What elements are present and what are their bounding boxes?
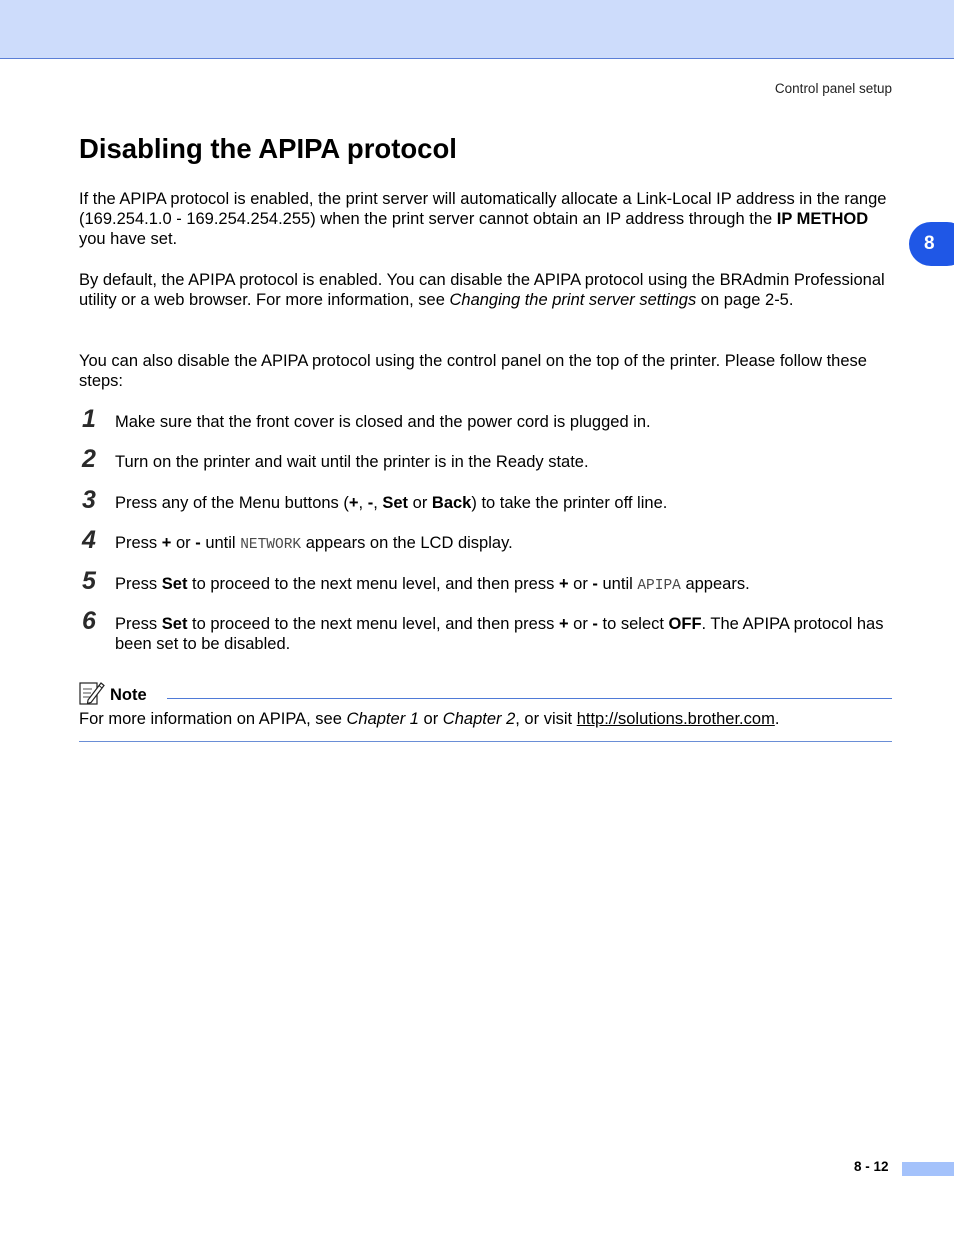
step-4: [79, 526, 894, 555]
step-text: Press any of the Menu buttons (+, -, Set or Back) to take the printer off line.: [115, 494, 668, 512]
step-number: 2: [82, 445, 96, 473]
note-header: [79, 679, 892, 709]
step-number: 6: [82, 607, 96, 635]
running-header: Control panel setup: [774, 81, 892, 96]
step-6: [79, 607, 894, 654]
header-band: [0, 0, 954, 59]
step-number: 1: [82, 405, 96, 433]
step-text: Turn on the printer and wait until the printer is in the Ready state.: [115, 453, 589, 471]
paragraph-apipa-intro: If the APIPA protocol is enabled, the print server will automatically allocate a Link-Local IP address in the range (169.254.1.0 - 169.254.254.255) when the print server cannot obtain an IP address through the IP METHOD you have set.: [79, 190, 887, 249]
lcd-text: APIPA: [637, 578, 681, 594]
step-text: Press Set to proceed to the next menu level, and then press + or - until APIPA appears.: [115, 575, 750, 594]
solutions-link[interactable]: http://solutions.brother.com: [576, 710, 775, 728]
paragraph-default-state: By default, the APIPA protocol is enabled. You can disable the APIPA protocol using the BRAdmin Professional utility or a web browser. For more information, see Changing the print server settings on page 2-5.: [79, 271, 885, 310]
step-1: [79, 405, 894, 433]
note-bottom-rule: [79, 741, 892, 742]
step-5: [79, 567, 894, 596]
page-number: 8 - 12: [854, 1159, 889, 1174]
lcd-text: NETWORK: [240, 537, 302, 553]
step-text: Make sure that the front cover is closed and the power cord is plugged in.: [115, 413, 651, 431]
chapter-tab: 8: [909, 222, 954, 266]
footer-band: [902, 1162, 954, 1176]
paragraph-control-panel: You can also disable the APIPA protocol using the control panel on the top of the printer. Please follow these steps:: [79, 352, 867, 391]
step-3: [79, 486, 894, 514]
step-number: 5: [82, 567, 96, 595]
step-text: Press Set to proceed to the next menu level, and then press + or - to select OFF. The APIPA protocol has been set to be disabled.: [115, 615, 884, 654]
step-2: [79, 445, 894, 473]
step-number: 3: [82, 486, 96, 514]
step-text: Press + or - until NETWORK appears on the LCD display.: [115, 534, 513, 553]
note-label: Note: [110, 686, 147, 704]
cross-reference[interactable]: Changing the print server settings: [449, 291, 697, 310]
page-title: Disabling the APIPA protocol: [79, 133, 457, 164]
note-pencil-icon: [79, 679, 105, 712]
note-text: For more information on APIPA, see Chapter 1 or Chapter 2, or visit http://solutions.brother.com.: [79, 710, 780, 728]
note-rule: [167, 698, 892, 699]
step-number: 4: [82, 526, 96, 554]
